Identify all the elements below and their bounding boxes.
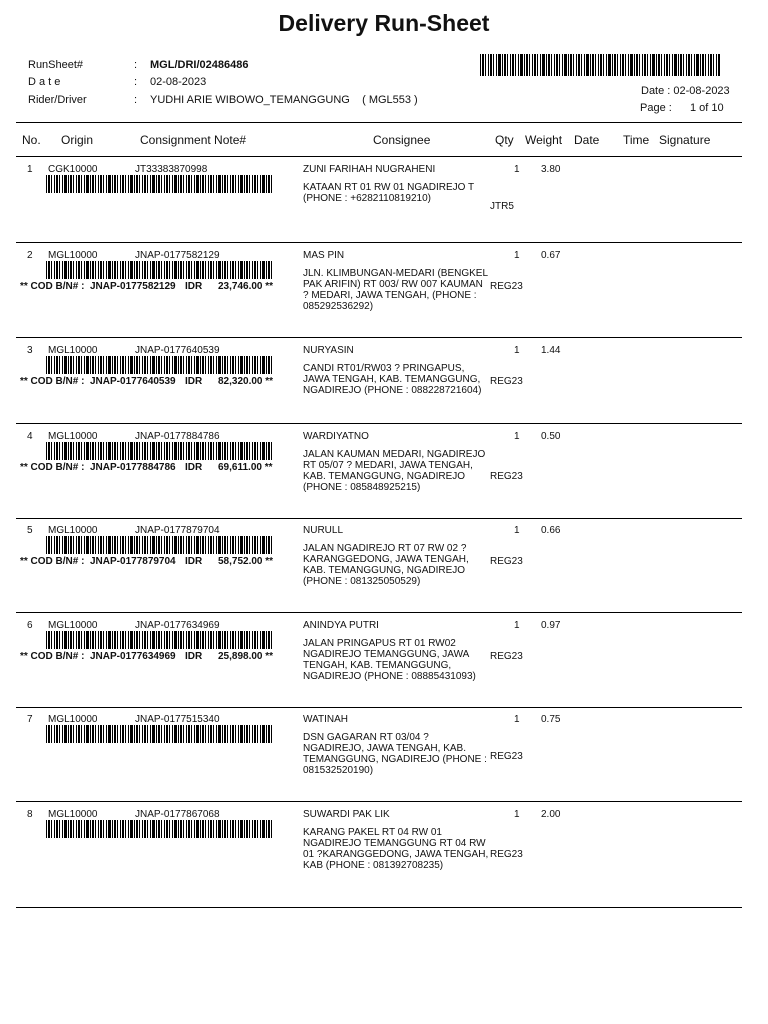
consignment-barcode [46, 442, 272, 460]
service-code: REG23 [490, 281, 523, 292]
runsheet-barcode [480, 54, 720, 76]
header-top-rule [16, 122, 742, 123]
cod-currency: IDR [185, 281, 203, 292]
row-weight: 3.80 [541, 164, 561, 175]
row-consignment-note: JNAP-0177634969 [135, 620, 220, 631]
date-colon: : [134, 76, 138, 88]
consignment-barcode [46, 356, 272, 374]
cod-note: JNAP-0177640539 [90, 376, 176, 387]
cod-currency: IDR [185, 651, 203, 662]
row-origin: MGL10000 [48, 345, 98, 356]
consignee-address: KATAAN RT 01 RW 01 NGADIREJO T (PHONE : +6282110819210) [303, 182, 474, 204]
cod-prefix: ** COD B/N# : [20, 556, 85, 567]
row-number: 8 [27, 809, 33, 820]
col-weight: Weight [525, 133, 563, 147]
row-weight: 2.00 [541, 809, 561, 820]
consignee-address: JALAN PRINGAPUS RT 01 RW02 NGADIREJO TEMANGGUNG, JAWA TENGAH, KAB. TEMANGGUNG, NGADIREJO (PHONE : 08885431093) [303, 638, 476, 682]
row-qty: 1 [514, 809, 520, 820]
consignee-name: SUWARDI PAK LIK [303, 809, 390, 820]
row-number: 4 [27, 431, 33, 442]
row-divider [16, 518, 742, 519]
consignee-address: JLN. KLIMBUNGAN-MEDARI (BENGKEL PAK ARIFIN) RT 003/ RW 007 KAUMAN ? MEDARI, JAWA TENGAH, (PHONE : 085292536292) [303, 268, 488, 312]
col-signature: Signature [659, 133, 711, 147]
row-consignment-note: JNAP-0177582129 [135, 250, 220, 261]
consignee-address: JALAN KAUMAN MEDARI, NGADIREJO RT 05/07 ? MEDARI, JAWA TENGAH, KAB. TEMANGGUNG, NGADIREJO (PHONE : 085848925215) [303, 449, 486, 493]
header-bottom-rule [16, 156, 742, 157]
page-label: Page : [640, 102, 672, 114]
col-time: Time [623, 133, 650, 147]
col-consignment-note: Consignment Note# [140, 133, 247, 147]
cod-amount: 58,752.00 ** [218, 556, 274, 567]
cod-amount: 69,611.00 ** [218, 462, 273, 473]
row-weight: 0.66 [541, 525, 561, 536]
rider-label: Rider/Driver [28, 94, 87, 106]
row-weight: 1.44 [541, 345, 561, 356]
cod-amount: 82,320.00 ** [218, 376, 274, 387]
consignee-address: DSN GAGARAN RT 03/04 ? NGADIREJO, JAWA TENGAH, KAB. TEMANGGUNG, NGADIREJO (PHONE : 081532520190) [303, 732, 487, 776]
row-consignment-note: JNAP-0177515340 [135, 714, 220, 725]
cod-prefix: ** COD B/N# : [20, 376, 85, 387]
row-consignment-note: JT33383870998 [135, 164, 208, 175]
cod-note: JNAP-0177634969 [90, 651, 176, 662]
consignment-barcode [46, 631, 272, 649]
consignee-address: JALAN NGADIREJO RT 07 RW 02 ?KARANGGEDONG, JAWA TENGAH, KAB. TEMANGGUNG, NGADIREJO (PHONE : 081325050529) [303, 543, 469, 587]
row-weight: 0.97 [541, 620, 561, 631]
row-number: 3 [27, 345, 33, 356]
cod-currency: IDR [185, 462, 203, 473]
consignee-name: NURULL [303, 525, 344, 536]
service-code: REG23 [490, 751, 523, 762]
rider-value [150, 93, 418, 107]
row-qty: 1 [514, 525, 520, 536]
page-indicator [640, 102, 724, 114]
cod-prefix: ** COD B/N# : [20, 651, 85, 662]
row-weight: 0.50 [541, 431, 561, 442]
row-origin: MGL10000 [48, 250, 98, 261]
row-number: 7 [27, 714, 33, 725]
col-consignee: Consignee [373, 133, 431, 147]
col-no: No. [22, 133, 41, 147]
row-weight: 0.67 [541, 250, 561, 261]
row-qty: 1 [514, 431, 520, 442]
consignment-barcode [46, 536, 272, 554]
date-label: D a t e [28, 76, 61, 88]
cod-prefix: ** COD B/N# : [20, 462, 85, 473]
rider-name: YUDHI ARIE WIBOWO_TEMANGGUNG [150, 94, 350, 106]
row-qty: 1 [514, 164, 520, 175]
row-number: 1 [27, 164, 33, 175]
service-code: JTR5 [490, 201, 514, 212]
row-qty: 1 [514, 250, 520, 261]
row-origin: CGK10000 [48, 164, 98, 175]
rider-code: ( MGL553 ) [362, 94, 418, 106]
row-consignment-note: JNAP-0177640539 [135, 345, 220, 356]
row-divider [16, 907, 742, 908]
consignee-address: KARANG PAKEL RT 04 RW 01 NGADIREJO TEMANGGUNG RT 04 RW 01 ?KARANGGEDONG, JAWA TENGAH, KAB (PHONE : 081392708235) [303, 827, 489, 871]
runsheet-label: RunSheet# [28, 59, 84, 71]
page-number: 1 of 10 [689, 102, 724, 114]
row-origin: MGL10000 [48, 620, 98, 631]
row-qty: 1 [514, 620, 520, 631]
consignee-name: ZUNI FARIHAH NUGRAHENI [303, 164, 436, 175]
consignee-name: MAS PIN [303, 250, 345, 261]
cod-currency: IDR [185, 376, 203, 387]
rider-colon: : [134, 94, 138, 106]
document-title: Delivery Run-Sheet [278, 10, 490, 36]
row-number: 5 [27, 525, 33, 536]
consignee-address: CANDI RT01/RW03 ? PRINGAPUS, JAWA TENGAH, KAB. TEMANGGUNG, NGADIREJO (PHONE : 088228721604) [303, 363, 482, 396]
consignee-name: ANINDYA PUTRI [303, 620, 379, 631]
service-code: REG23 [490, 651, 523, 662]
row-consignment-note: JNAP-0177884786 [135, 431, 220, 442]
cod-currency: IDR [185, 556, 203, 567]
consignee-name: WATINAH [303, 714, 348, 725]
row-divider [16, 801, 742, 802]
row-consignment-note: JNAP-0177879704 [135, 525, 220, 536]
row-origin: MGL10000 [48, 809, 98, 820]
consignment-barcode [46, 725, 272, 743]
cod-note: JNAP-0177879704 [90, 556, 176, 567]
row-number: 6 [27, 620, 33, 631]
cod-amount: 23,746.00 ** [218, 281, 274, 292]
row-qty: 1 [514, 345, 520, 356]
row-origin: MGL10000 [48, 525, 98, 536]
consignment-barcode [46, 261, 272, 279]
col-qty: Qty [495, 133, 514, 147]
cod-amount: 25,898.00 ** [218, 651, 274, 662]
consignee-name: WARDIYATNO [303, 431, 369, 442]
row-divider [16, 337, 742, 338]
row-origin: MGL10000 [48, 431, 98, 442]
row-divider [16, 707, 742, 708]
service-code: REG23 [490, 556, 523, 567]
runsheet-colon: : [134, 59, 138, 71]
row-weight: 0.75 [541, 714, 561, 725]
cod-prefix: ** COD B/N# : [20, 281, 85, 292]
row-divider [16, 423, 742, 424]
row-divider [16, 612, 742, 613]
cod-note: JNAP-0177884786 [90, 462, 176, 473]
service-code: REG23 [490, 471, 523, 482]
row-origin: MGL10000 [48, 714, 98, 725]
header-date: Date : 02-08-2023 [641, 85, 730, 97]
date-value: 02-08-2023 [150, 76, 207, 88]
row-divider [16, 242, 742, 243]
runsheet-number: MGL/DRI/02486486 [150, 59, 249, 71]
row-number: 2 [27, 250, 33, 261]
service-code: REG23 [490, 849, 523, 860]
row-consignment-note: JNAP-0177867068 [135, 809, 220, 820]
col-date: Date [574, 133, 600, 147]
row-qty: 1 [514, 714, 520, 725]
consignment-barcode [46, 175, 272, 193]
service-code: REG23 [490, 376, 523, 387]
col-origin: Origin [61, 133, 94, 147]
consignee-name: NURYASIN [303, 345, 354, 356]
consignment-barcode [46, 820, 272, 838]
cod-note: JNAP-0177582129 [90, 281, 176, 292]
